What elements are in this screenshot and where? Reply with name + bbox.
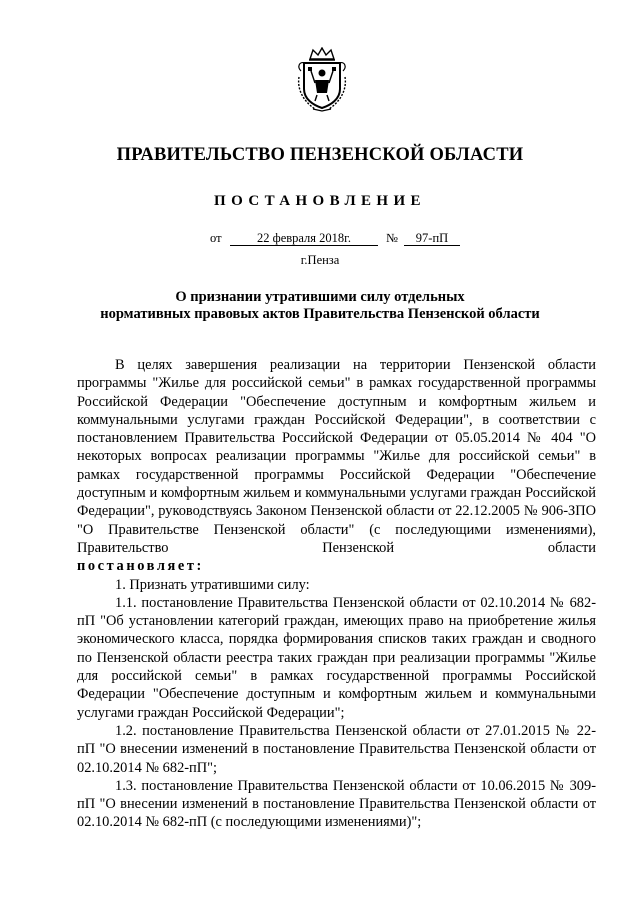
document-number: 97-пП xyxy=(404,231,460,246)
item-1-1: 1.1. постановление Правительства Пензенской области от 02.10.2014 № 682-пП "Об установлении категорий граждан, имеющих право на приобретение жилья экономического класса, порядка формирования списков таких граждан и сводного по Пензенской области реестра таких граждан при реализации программы "Жилье для российской семьи" в рамках государственной программы Российской Федерации "Обеспечение доступным и комфортным жильем и коммунальными услугами граждан Российской Федерации"; xyxy=(77,594,596,721)
item-1-3: 1.3. постановление Правительства Пензенской области от 10.06.2015 № 309-пП "О внесении изменений в постановление Правительства Пензенской области от 02.10.2014 № 682-пП (с последующими изменениями)"; xyxy=(77,777,596,831)
item-1: 1. Признать утратившими силу: xyxy=(115,576,310,593)
subject-line-2: нормативных правовых актов Правительства Пензенской области xyxy=(100,306,540,322)
document-subject xyxy=(0,289,640,323)
city-name: г.Пенза xyxy=(300,253,340,267)
coat-of-arms-emblem xyxy=(293,47,351,113)
preamble-paragraph: В целях завершения реализации на территории Пензенской области программы "Жилье для российской семьи" в рамках государственной программы Российской Федерации "Обеспечение доступным и комфортным жильем и коммунальными услугами граждан Российской Федерации", в соответствии с постановлением Правительства Российской Федерации от 05.05.2014 № 404 "О некоторых вопросах реализации программы "Жилье для российской семьи" в рамках государственной программы Российской Федерации "Обеспечение доступным и комфортным жильем и коммунальными услугами граждан Российской Федерации", руководствуясь Законом Пензенской области от 22.12.2005 № 906-ЗПО "О Правительстве Пензенской области" (с последующими изменениями), Правительство Пензенской области xyxy=(77,357,596,556)
document-date: 22 февраля 2018г. xyxy=(230,231,378,246)
government-title: ПРАВИТЕЛЬСТВО ПЕНЗЕНСКОЙ ОБЛАСТИ xyxy=(116,145,524,165)
date-prefix: от xyxy=(210,231,222,245)
document-type-heading: ПОСТАНОВЛЕНИЕ xyxy=(214,193,426,209)
resolves-word xyxy=(77,557,596,575)
document-body xyxy=(77,356,596,832)
item-1-2: 1.2. постановление Правительства Пензенской области от 27.01.2015 № 22-пП "О внесении изменений в постановление Правительства Пензенской области от 02.10.2014 № 682-пП"; xyxy=(77,722,596,776)
resolves-label: постановляет: xyxy=(77,558,204,575)
number-sign: № xyxy=(386,231,398,245)
subject-line-1: О признании утратившими силу отдельных xyxy=(175,289,465,305)
